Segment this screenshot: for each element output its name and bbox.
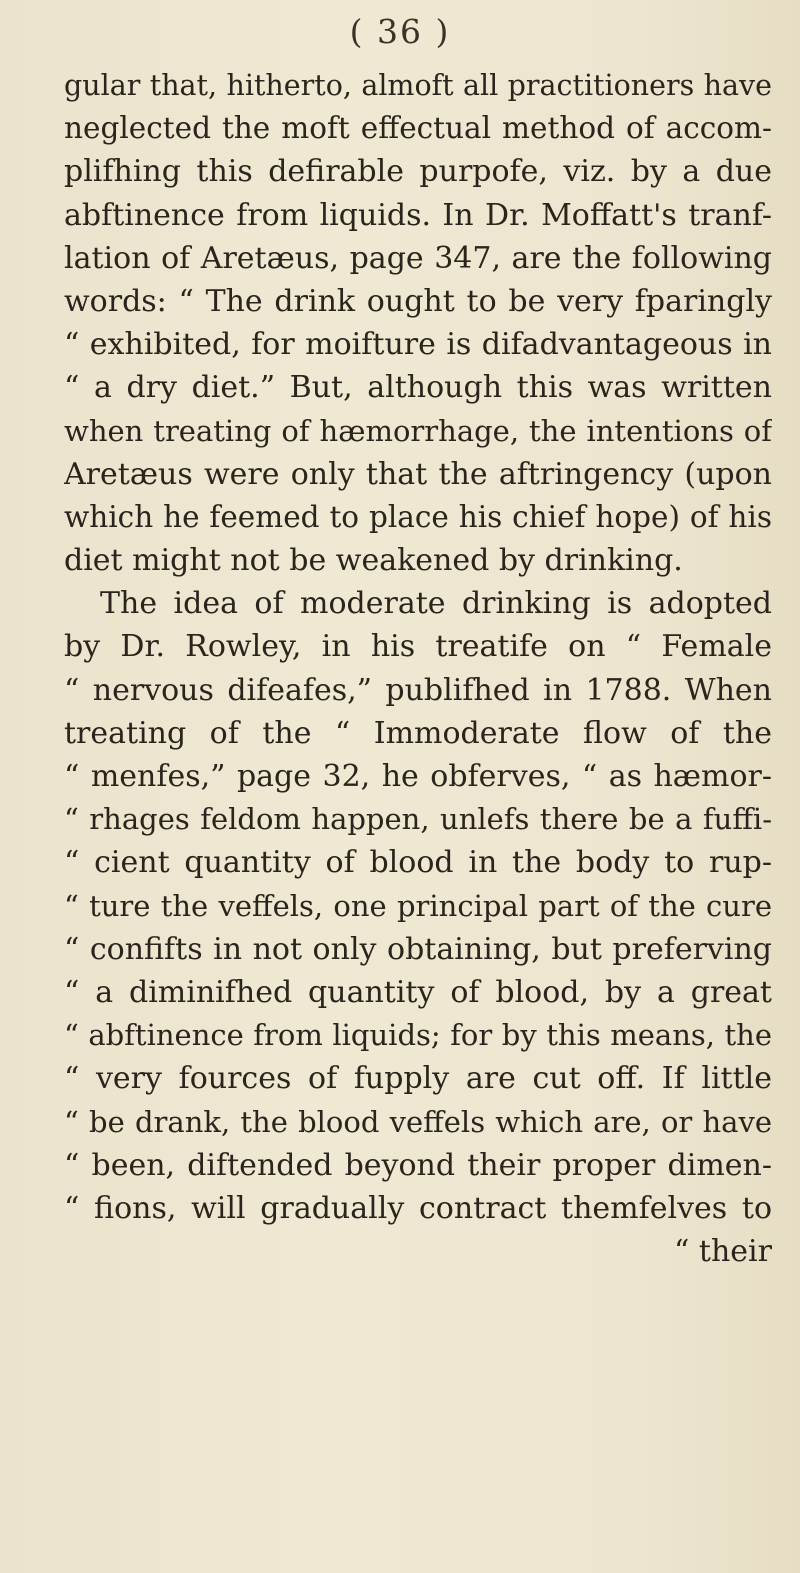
text-line: by Dr. Rowley, in his treatife on “ Female xyxy=(64,629,772,665)
text-line: “ ture the veffels, one principal part of the cure xyxy=(64,888,772,923)
text-line: plifhing this defirable purpofe, viz. by a due xyxy=(64,154,772,190)
text-line: “ menfes,” page 32, he obferves, “ as hæmor- xyxy=(64,759,772,794)
text-line: lation of Aretæus, page 347, are the following xyxy=(64,240,772,276)
text-line: “ confifts in not only obtaining, but preferving xyxy=(64,931,772,967)
body-text xyxy=(64,64,772,1273)
text-line: “ very fources of fupply are cut off. If little xyxy=(64,1061,772,1097)
text-line: “ a dry diet.” But, although this was written xyxy=(64,370,772,406)
text-line: “ abftinence from liquids; for by this means, the xyxy=(64,1018,772,1053)
text-line: “ be drank, the blood veffels which are, or have xyxy=(64,1104,772,1139)
text-line: abftinence from liquids. In Dr. Moffatt's tranf- xyxy=(64,197,772,233)
text-line: gular that, hitherto, almoft all practitioners have xyxy=(64,69,772,102)
page-number-header: ( 36 ) xyxy=(349,12,451,51)
text-line: diet might not be weakened by drinking. xyxy=(64,543,683,579)
text-line: words: “ The drink ought to be very fparingly xyxy=(64,283,772,319)
text-line: neglected the moft effectual method of accom- xyxy=(64,111,772,146)
text-line: The idea of moderate drinking is adopted xyxy=(100,586,772,622)
catchword: “ their xyxy=(674,1234,772,1270)
text-line: “ cient quantity of blood in the body to rup- xyxy=(64,845,772,881)
text-line: “ fions, will gradually contract themfelves to xyxy=(64,1190,772,1226)
text-line: treating of the “ Immoderate flow of the xyxy=(64,715,772,751)
text-line: “ been, diftended beyond their proper dimen- xyxy=(64,1147,772,1183)
text-line: “ a diminifhed quantity of blood, by a great xyxy=(64,974,772,1010)
text-line: Aretæus were only that the aftringency (upon xyxy=(64,456,772,492)
text-line: “ nervous difeafes,” publifhed in 1788. When xyxy=(64,672,772,708)
text-line: “ exhibited, for moifture is difadvantageous in xyxy=(64,327,772,363)
text-line: when treating of hæmorrhage, the intentions of xyxy=(64,413,772,448)
text-line: which he feemed to place his chief hope) of his xyxy=(64,499,772,534)
text-line: “ rhages feldom happen, unlefs there be a fuffi- xyxy=(64,802,772,837)
